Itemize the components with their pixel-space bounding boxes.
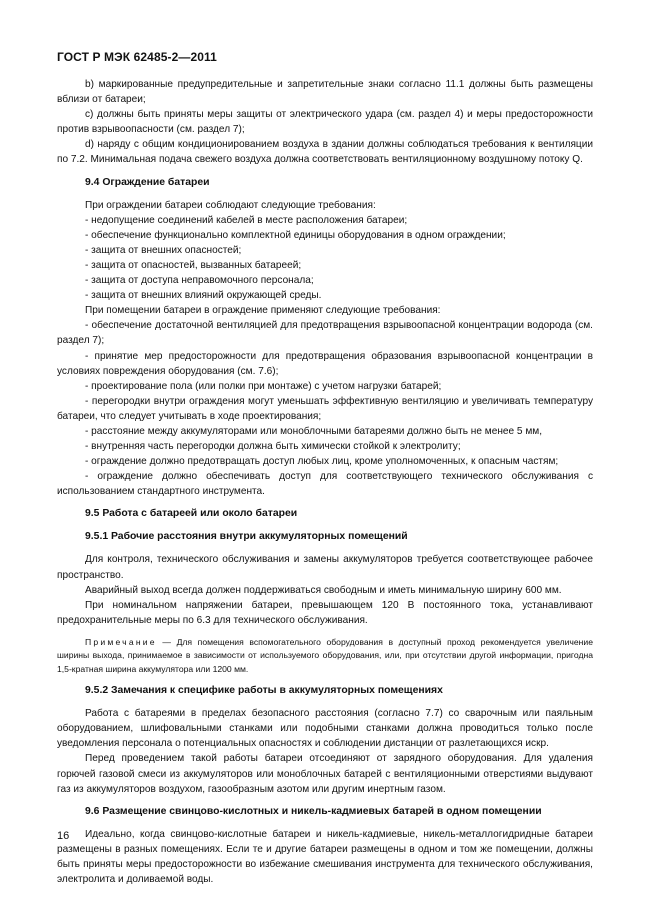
section-9-5-title: 9.5 Работа с батареей или около батареи (85, 508, 298, 520)
note-text: — Для помещения вспомогательного оборудования в доступный проход рекомендуется увеличение ширины выхода, принимаемое в зависимости от используемого оборудования, или, при отсутствии другой информации, пригодна 1,5-кратная ширина аккумулятора или 1200 мм. (57, 636, 593, 674)
list-item-c: c) должны быть приняты меры защиты от электрического удара (см. раздел 4) и меры предосторожности против взрывоопасности (см. раздел 7); (57, 109, 593, 136)
document-body (57, 77, 593, 887)
page-number: 16 (57, 830, 70, 842)
requirement-item: - защита от внешних влияний окружающей среды. (85, 290, 322, 302)
enclosure-item: - ограждение должно обеспечивать доступ для соответствующего технического обслуживания с использованием стандартного инструмента. (57, 471, 593, 498)
paragraph: Идеально, когда свинцово-кислотные батареи и никель-кадмиевые, никель-металлогидридные батареи размещены в разных помещениях. Если те и другие батареи размещены в одном и том же помещении, должны быть приняты меры предосторожности во избежание смешивания инструмента для технического обслуживания, электролита и доливаемой воды. (57, 828, 593, 885)
section-9-5-2-title: 9.5.2 Замечания к специфике работы в аккумуляторных помещениях (85, 685, 443, 697)
requirement-item: - обеспечение функционально комплектной единицы оборудования в одном ограждении; (85, 229, 506, 241)
requirement-item: - недопущение соединений кабелей в месте расположения батареи; (85, 214, 408, 226)
section-9-4-intro2: При помещении батареи в ограждение применяют следующие требования: (85, 305, 441, 317)
paragraph: Аварийный выход всегда должен поддерживаться свободным и иметь минимальную ширину 600 мм. (85, 584, 562, 596)
paragraph: Для контроля, технического обслуживания и замены аккумуляторов требуется соответствующее рабочее пространство. (57, 554, 593, 581)
enclosure-item: - проектирование пола (или полки при монтаже) с учетом нагрузки батарей; (85, 380, 442, 392)
section-9-6-title: 9.6 Размещение свинцово-кислотных и никель-кадмиевых батарей в одном помещении (85, 805, 542, 817)
note (57, 636, 593, 676)
list-item-d: d) наряду с общим кондиционированием воздуха в здании должны соблюдаться требования к вентиляции по 7.2. Минимальная подача свежего воздуха должна соответствовать вентиляционному воздушному потоку Q. (57, 139, 593, 166)
enclosure-item: - обеспечение достаточной вентиляцией для предотвращения взрывоопасной концентрации водорода (см. раздел 7); (57, 320, 593, 347)
list-item-b: b) маркированные предупредительные и запретительные знаки согласно 11.1 должны быть размещены вблизи от батареи; (57, 79, 593, 106)
requirement-item: - защита от доступа неправомочного персонала; (85, 275, 314, 287)
note-label: Примечание (85, 636, 157, 647)
requirement-item: - защита от опасностей, вызванных батареей; (85, 259, 302, 271)
section-9-4-intro: При ограждении батареи соблюдают следующие требования: (85, 199, 376, 211)
paragraph: Перед проведением такой работы батареи отсоединяют от зарядного оборудования. Для удаления горючей газовой смеси из аккумуляторов или моноблочных батарей с вентиляционными отверстиями выдувают газ из аккумуляторов воздухом, газообразным азотом или другим инертным газом. (57, 753, 593, 795)
enclosure-item: - принятие мер предосторожности для предотвращения образования взрывоопасной концентрации в условиях повреждения оборудования (см. 7.6); (57, 350, 593, 377)
paragraph: При номинальном напряжении батареи, превышающем 120 В постоянного тока, устанавливают предохранительные меры по 6.3 для технического обслуживания. (57, 599, 593, 626)
enclosure-item: - внутренняя часть перегородки должна быть химически стойкой к электролиту; (85, 441, 461, 453)
enclosure-item: - перегородки внутри ограждения могут уменьшать эффективную вентиляцию и увеличивать температуру батареи, что следует учитывать в ходе проектирования; (57, 395, 593, 422)
section-9-5-1-title: 9.5.1 Рабочие расстояния внутри аккумуляторных помещений (85, 531, 408, 543)
paragraph: Работа с батареями в пределах безопасного расстояния (согласно 7.7) со сварочным или паяльным оборудованием, шлифовальными станками или подобными станками должна проводиться только после уведомления персонала о потенциальных опасностях и соблюдении дистанции от разлетающихся искр. (57, 708, 593, 750)
standard-header: ГОСТ Р МЭК 62485-2—2011 (57, 50, 217, 64)
enclosure-item: - ограждение должно предотвращать доступ любых лиц, кроме уполномоченных, к опасным частям; (85, 456, 559, 468)
enclosure-item: - расстояние между аккумуляторами или моноблочными батареями должно быть не менее 5 мм, (85, 425, 543, 437)
requirement-item: - защита от внешних опасностей; (85, 244, 242, 256)
section-9-4-title: 9.4 Ограждение батареи (85, 176, 210, 188)
